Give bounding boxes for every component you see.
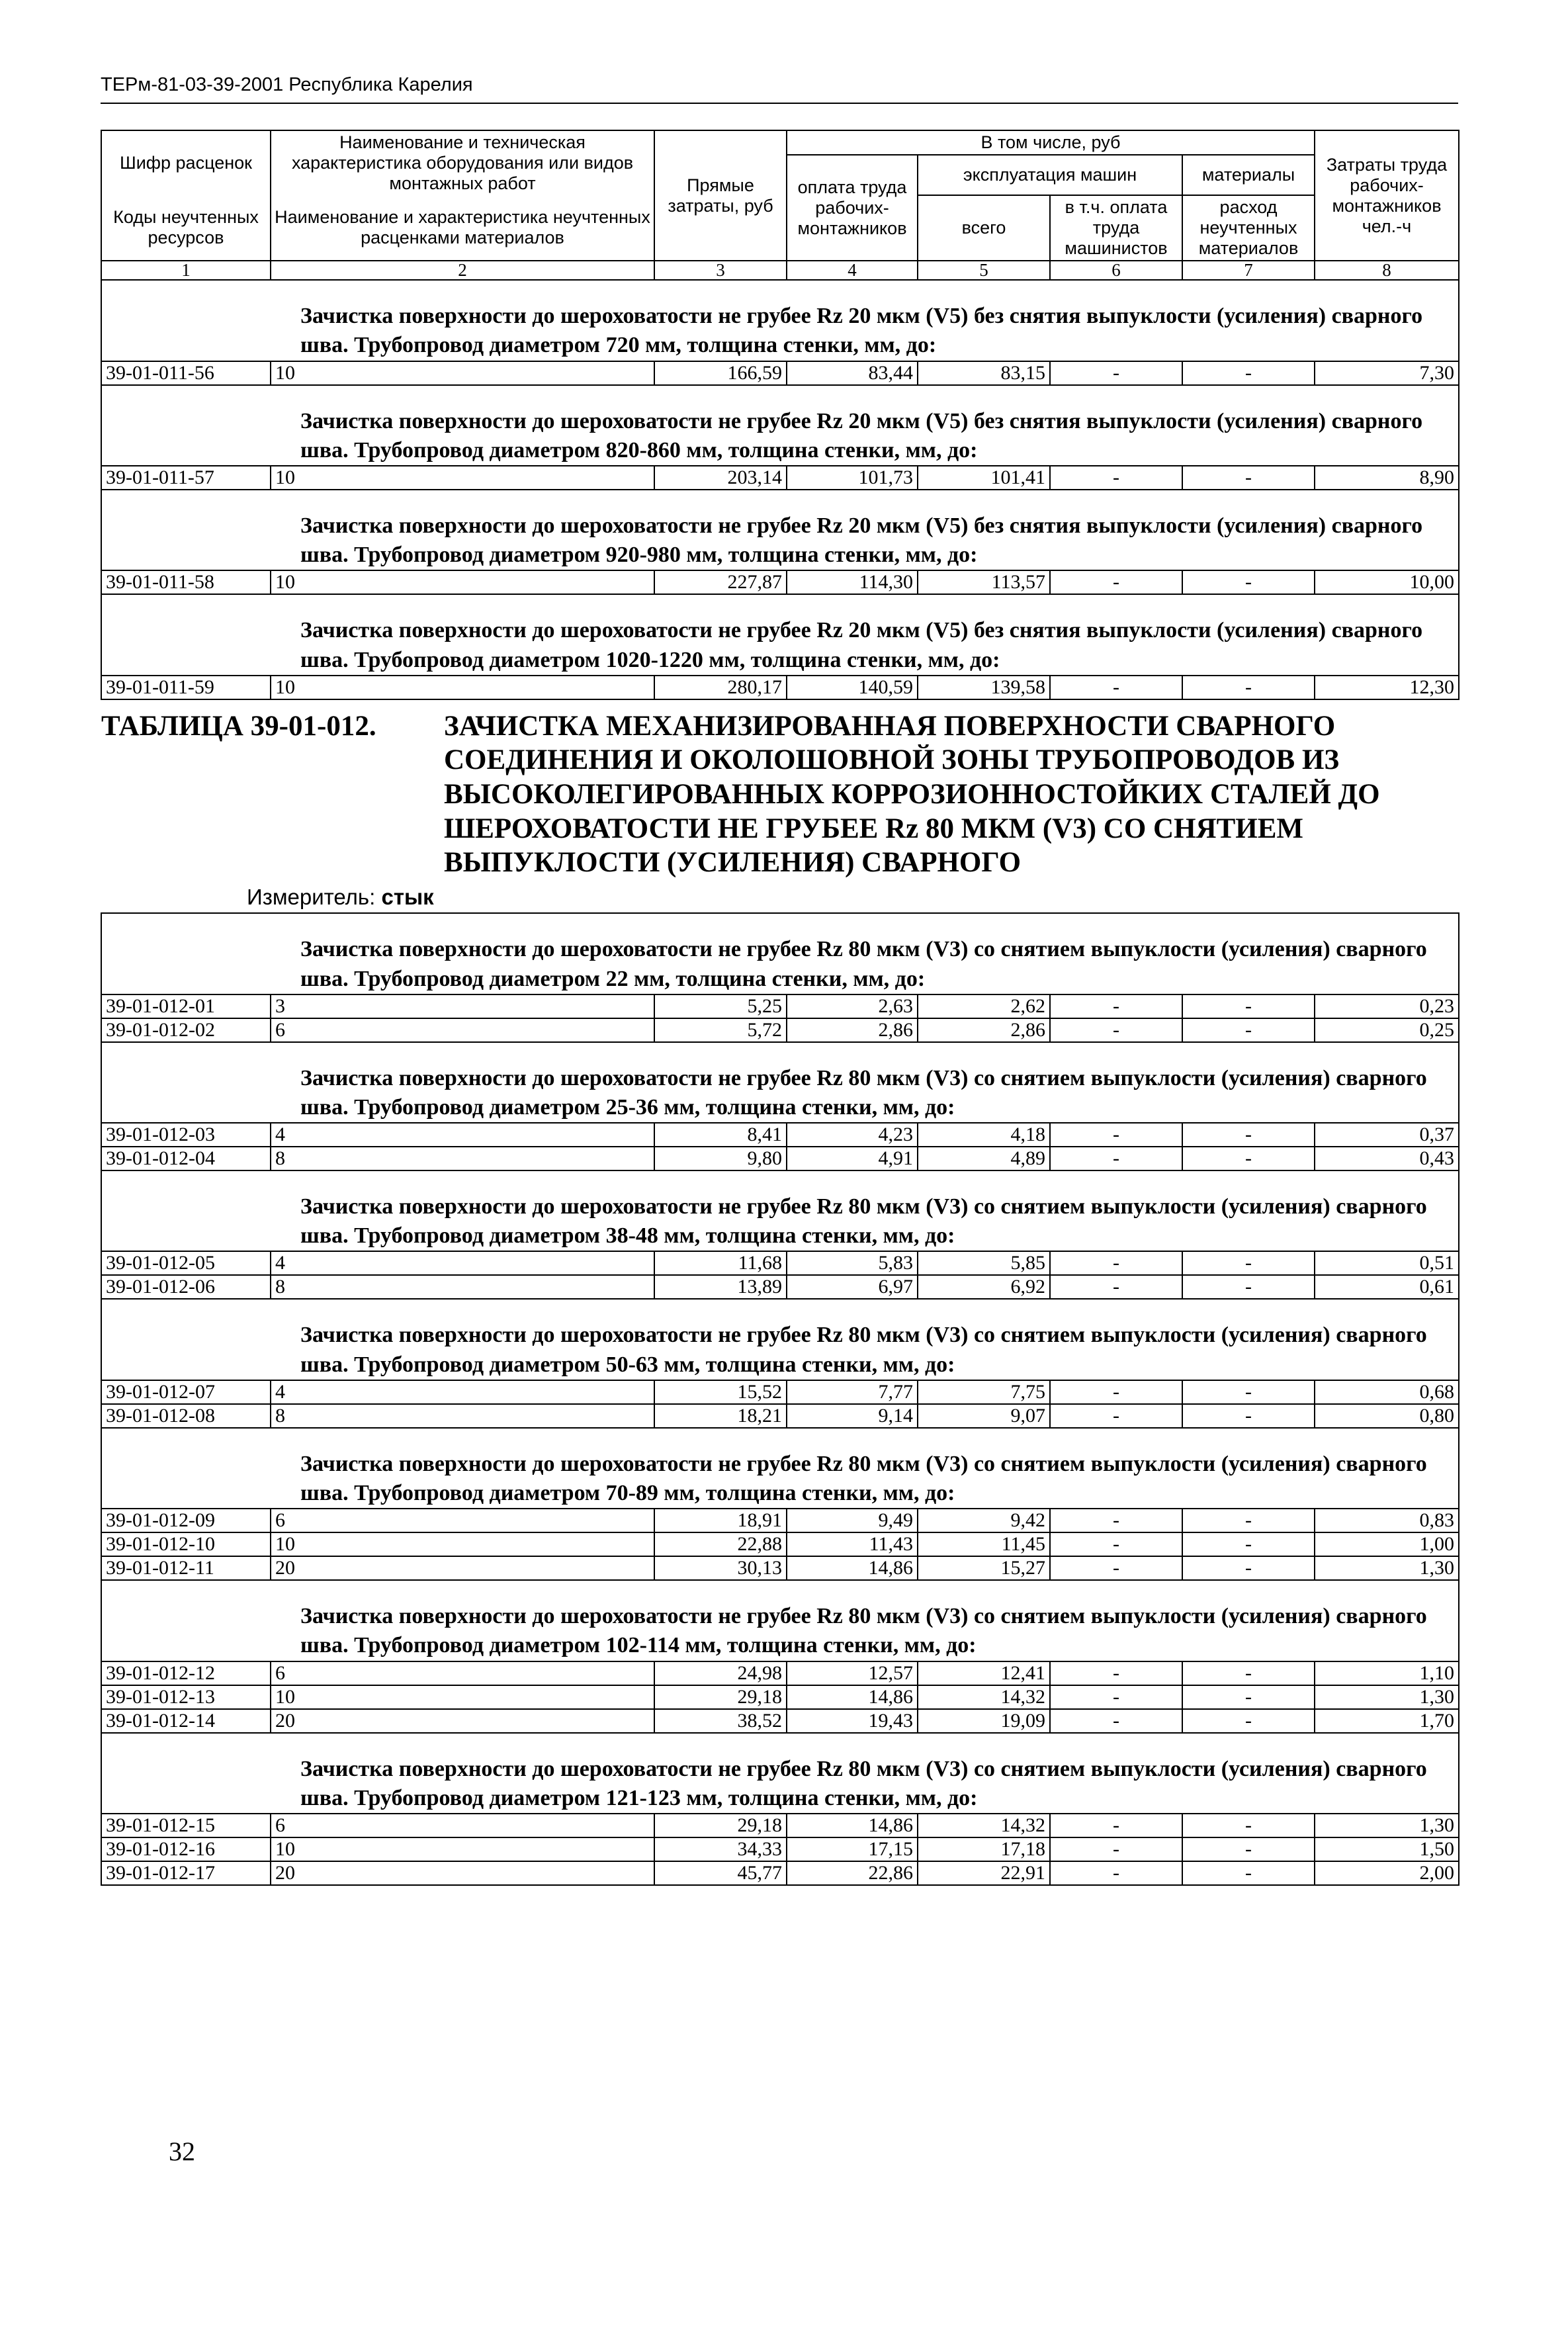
table-row [101,1147,1459,1170]
materials-cell: - [1182,466,1315,490]
rate-code-cell: 39-01-012-05 [101,1251,271,1275]
rate-code-cell: 39-01-012-14 [101,1709,271,1733]
page-header [101,74,1458,104]
col-number: 4 [787,261,918,280]
col-materials-spend-header: расход неучтенных материалов [1182,195,1315,261]
labor-hours-cell: 12,30 [1315,676,1459,699]
wall-thickness-cell: 4 [271,1123,654,1147]
table-row [101,1661,1459,1685]
column-number-row [101,261,1459,280]
materials-cell: - [1182,1685,1315,1709]
measure-value: стык [381,884,434,909]
table-row [101,466,1459,490]
col-number: 8 [1315,261,1459,280]
rate-code-cell: 39-01-012-11 [101,1556,271,1580]
col-number: 3 [654,261,787,280]
section-heading-row [101,1733,1459,1814]
labor-pay-cell: 19,43 [787,1709,918,1733]
section-heading-row [101,280,1459,361]
wall-thickness-cell: 20 [271,1556,654,1580]
wall-thickness-cell: 10 [271,1837,654,1861]
table-row [101,1275,1459,1299]
rate-code-cell: 39-01-012-08 [101,1404,271,1428]
machines-cost-cell: 7,75 [918,1380,1050,1404]
machines-cost-cell: 19,09 [918,1709,1050,1733]
direct-cost-cell: 11,68 [654,1251,787,1275]
section-title: Зачистка поверхности до шероховатости не грубее Rz 20 мкм (V5) без снятия выпуклости (усиления) сварного шва. Трубопровод диаметром 920-980 мм, толщина стенки, мм, до: [101,490,1459,570]
table-title-row [101,699,1459,914]
materials-cell: - [1182,1404,1315,1428]
machines-cost-cell: 14,32 [918,1814,1050,1837]
materials-cell: - [1182,1147,1315,1170]
labor-pay-cell: 140,59 [787,676,918,699]
machinist-pay-cell: - [1050,1018,1182,1042]
labor-pay-cell: 14,86 [787,1814,918,1837]
section-title: Зачистка поверхности до шероховатости не грубее Rz 80 мкм (V3) со снятием выпуклости (усиления) сварного шва. Трубопровод диаметром 38-48 мм, толщина стенки, мм, до: [101,1170,1459,1251]
labor-hours-cell: 0,37 [1315,1123,1459,1147]
direct-cost-cell: 280,17 [654,676,787,699]
wall-thickness-cell: 6 [271,1661,654,1685]
document-title: ТЕРм-81-03-39-2001 Республика Карелия [101,74,473,95]
direct-cost-cell: 15,52 [654,1380,787,1404]
section-heading-row [101,1170,1459,1251]
labor-pay-cell: 7,77 [787,1380,918,1404]
table-row [101,1685,1459,1709]
materials-cell: - [1182,676,1315,699]
section-title: Зачистка поверхности до шероховатости не грубее Rz 80 мкм (V3) со снятием выпуклости (усиления) сварного шва. Трубопровод диаметром 22 мм, толщина стенки, мм, до: [101,913,1459,994]
section-title: Зачистка поверхности до шероховатости не грубее Rz 20 мкм (V5) без снятия выпуклости (усиления) сварного шва. Трубопровод диаметром 720 мм, толщина стенки, мм, до: [101,280,1459,361]
labor-pay-cell: 11,43 [787,1532,918,1556]
labor-pay-cell: 83,44 [787,361,918,385]
materials-cell: - [1182,1556,1315,1580]
col-hours-header: Затраты труда рабочих-монтажников чел.-ч [1315,130,1459,261]
machinist-pay-cell: - [1050,1532,1182,1556]
labor-pay-cell: 2,86 [787,1018,918,1042]
direct-cost-cell: 24,98 [654,1661,787,1685]
table-row [101,1556,1459,1580]
rate-code-cell: 39-01-012-17 [101,1861,271,1885]
rate-code-cell: 39-01-012-06 [101,1275,271,1299]
wall-thickness-cell: 10 [271,1532,654,1556]
labor-pay-cell: 4,91 [787,1147,918,1170]
machinist-pay-cell: - [1050,1661,1182,1685]
machinist-pay-cell: - [1050,1685,1182,1709]
rate-code-cell: 39-01-011-57 [101,466,271,490]
wall-thickness-cell: 8 [271,1147,654,1170]
rate-code-cell: 39-01-012-12 [101,1661,271,1685]
machines-cost-cell: 14,32 [918,1685,1050,1709]
machines-cost-cell: 101,41 [918,466,1050,490]
col-including-header: В том числе, руб [787,130,1315,155]
machines-cost-cell: 6,92 [918,1275,1050,1299]
section-heading-row [101,913,1459,994]
col-materials-header: материалы [1182,155,1315,195]
section-title: Зачистка поверхности до шероховатости не грубее Rz 20 мкм (V5) без снятия выпуклости (усиления) сварного шва. Трубопровод диаметром 820-860 мм, толщина стенки, мм, до: [101,385,1459,466]
col-direct-header: Прямые затраты, руб [654,130,787,261]
machinist-pay-cell: - [1050,994,1182,1018]
direct-cost-cell: 9,80 [654,1147,787,1170]
labor-hours-cell: 0,61 [1315,1275,1459,1299]
materials-cell: - [1182,1532,1315,1556]
col-number: 1 [101,261,271,280]
materials-cell: - [1182,1509,1315,1532]
materials-cell: - [1182,1123,1315,1147]
col-labor-header: оплата труда рабочих-монтажников [787,155,918,261]
wall-thickness-cell: 10 [271,676,654,699]
table-row [101,1837,1459,1861]
direct-cost-cell: 29,18 [654,1814,787,1837]
table-row [101,1123,1459,1147]
labor-hours-cell: 1,30 [1315,1814,1459,1837]
direct-cost-cell: 203,14 [654,466,787,490]
machines-cost-cell: 12,41 [918,1661,1050,1685]
labor-hours-cell: 0,83 [1315,1509,1459,1532]
table-heading: ЗАЧИСТКА МЕХАНИЗИРОВАННАЯ ПОВЕРХНОСТИ СВАРНОГО СОЕДИНЕНИЯ И ОКОЛОШОВНОЙ ЗОНЫ ТРУБОПРОВОДОВ ИЗ ВЫСОКОЛЕГИРОВАННЫХ КОРРОЗИОННОСТОЙКИХ СТАЛЕЙ ДО ШЕРОХОВАТОСТИ НЕ ГРУБЕЕ Rz 80 МКМ (V3) СО СНЯТИЕМ ВЫПУКЛОСТИ (УСИЛЕНИЯ) СВАРНОГО [444,710,1380,879]
section-heading-row [101,1428,1459,1509]
rate-code-cell: 39-01-011-59 [101,676,271,699]
labor-hours-cell: 0,80 [1315,1404,1459,1428]
machinist-pay-cell: - [1050,1404,1182,1428]
labor-hours-cell: 7,30 [1315,361,1459,385]
labor-hours-cell: 0,68 [1315,1380,1459,1404]
wall-thickness-cell: 10 [271,466,654,490]
machines-cost-cell: 22,91 [918,1861,1050,1885]
col-machines-labor-header: в т.ч. оплата труда машинистов [1050,195,1182,261]
labor-pay-cell: 101,73 [787,466,918,490]
wall-thickness-cell: 3 [271,994,654,1018]
direct-cost-cell: 18,91 [654,1509,787,1532]
machinist-pay-cell: - [1050,1709,1182,1733]
col-machines-total-header: всего [918,195,1050,261]
machinist-pay-cell: - [1050,1837,1182,1861]
wall-thickness-cell: 4 [271,1380,654,1404]
table-row [101,1404,1459,1428]
labor-pay-cell: 114,30 [787,570,918,594]
wall-thickness-cell: 4 [271,1251,654,1275]
col-number: 5 [918,261,1050,280]
labor-pay-cell: 6,97 [787,1275,918,1299]
section-title: Зачистка поверхности до шероховатости не грубее Rz 80 мкм (V3) со снятием выпуклости (усиления) сварного шва. Трубопровод диаметром 50-63 мм, толщина стенки, мм, до: [101,1299,1459,1380]
labor-pay-cell: 17,15 [787,1837,918,1861]
wall-thickness-cell: 6 [271,1509,654,1532]
labor-pay-cell: 5,83 [787,1251,918,1275]
direct-cost-cell: 30,13 [654,1556,787,1580]
section-heading-row [101,490,1459,570]
machines-cost-cell: 2,62 [918,994,1050,1018]
measure-unit [101,884,1459,910]
materials-cell: - [1182,1275,1315,1299]
rates-table [101,130,1459,1886]
machinist-pay-cell: - [1050,1380,1182,1404]
labor-pay-cell: 9,14 [787,1404,918,1428]
labor-hours-cell: 0,25 [1315,1018,1459,1042]
section-heading-row [101,1580,1459,1661]
wall-thickness-cell: 10 [271,361,654,385]
direct-cost-cell: 166,59 [654,361,787,385]
section-heading-row [101,1299,1459,1380]
materials-cell: - [1182,361,1315,385]
machinist-pay-cell: - [1050,466,1182,490]
machinist-pay-cell: - [1050,1509,1182,1532]
machinist-pay-cell: - [1050,570,1182,594]
machines-cost-cell: 4,18 [918,1123,1050,1147]
table-title [101,699,1459,914]
col-name-header: Наименование и техническая характеристика оборудования или видов монтажных работ [271,130,654,195]
rate-code-cell: 39-01-012-10 [101,1532,271,1556]
machines-cost-cell: 139,58 [918,676,1050,699]
table-row [101,1709,1459,1733]
materials-cell: - [1182,570,1315,594]
wall-thickness-cell: 8 [271,1404,654,1428]
materials-cell: - [1182,1661,1315,1685]
labor-hours-cell: 10,00 [1315,570,1459,594]
machines-cost-cell: 15,27 [918,1556,1050,1580]
table-number: ТАБЛИЦА 39-01-012. [101,710,376,742]
materials-cell: - [1182,1018,1315,1042]
labor-hours-cell: 0,23 [1315,994,1459,1018]
table-row [101,1532,1459,1556]
direct-cost-cell: 34,33 [654,1837,787,1861]
machinist-pay-cell: - [1050,1556,1182,1580]
labor-pay-cell: 9,49 [787,1509,918,1532]
wall-thickness-cell: 6 [271,1814,654,1837]
direct-cost-cell: 29,18 [654,1685,787,1709]
labor-pay-cell: 12,57 [787,1661,918,1685]
rate-code-cell: 39-01-011-56 [101,361,271,385]
machinist-pay-cell: - [1050,1275,1182,1299]
machinist-pay-cell: - [1050,676,1182,699]
labor-pay-cell: 2,63 [787,994,918,1018]
wall-thickness-cell: 10 [271,1685,654,1709]
table-row [101,1509,1459,1532]
materials-cell: - [1182,1380,1315,1404]
col-number: 7 [1182,261,1315,280]
machines-cost-cell: 17,18 [918,1837,1050,1861]
rate-code-cell: 39-01-012-02 [101,1018,271,1042]
section-heading-row [101,594,1459,675]
section-title: Зачистка поверхности до шероховатости не грубее Rz 80 мкм (V3) со снятием выпуклости (усиления) сварного шва. Трубопровод диаметром 25-36 мм, толщина стенки, мм, до: [101,1042,1459,1123]
direct-cost-cell: 38,52 [654,1709,787,1733]
labor-hours-cell: 1,10 [1315,1661,1459,1685]
section-title: Зачистка поверхности до шероховатости не грубее Rz 80 мкм (V3) со снятием выпуклости (усиления) сварного шва. Трубопровод диаметром 121-123 мм, толщина стенки, мм, до: [101,1733,1459,1814]
direct-cost-cell: 5,72 [654,1018,787,1042]
table-row [101,361,1459,385]
rate-code-cell: 39-01-011-58 [101,570,271,594]
labor-pay-cell: 14,86 [787,1685,918,1709]
machinist-pay-cell: - [1050,1814,1182,1837]
labor-pay-cell: 4,23 [787,1123,918,1147]
direct-cost-cell: 45,77 [654,1861,787,1885]
machinist-pay-cell: - [1050,1123,1182,1147]
table-row [101,570,1459,594]
col-code-alt-header: Коды неучтенных ресурсов [101,195,271,261]
machines-cost-cell: 9,07 [918,1404,1050,1428]
section-heading-row [101,385,1459,466]
measure-label: Измеритель: [247,884,376,909]
col-code-header: Шифр расценок [101,130,271,195]
labor-hours-cell: 1,50 [1315,1837,1459,1861]
machines-cost-cell: 2,86 [918,1018,1050,1042]
labor-hours-cell: 2,00 [1315,1861,1459,1885]
table-row [101,1380,1459,1404]
table-row [101,1018,1459,1042]
col-number: 6 [1050,261,1182,280]
header-row-1 [101,130,1459,155]
materials-cell: - [1182,1861,1315,1885]
machinist-pay-cell: - [1050,1251,1182,1275]
machinist-pay-cell: - [1050,361,1182,385]
labor-hours-cell: 1,00 [1315,1532,1459,1556]
section-title: Зачистка поверхности до шероховатости не грубее Rz 20 мкм (V5) без снятия выпуклости (усиления) сварного шва. Трубопровод диаметром 1020-1220 мм, толщина стенки, мм, до: [101,594,1459,675]
machines-cost-cell: 11,45 [918,1532,1050,1556]
rate-code-cell: 39-01-012-16 [101,1837,271,1861]
direct-cost-cell: 5,25 [654,994,787,1018]
materials-cell: - [1182,1837,1315,1861]
page-number: 32 [169,2137,195,2166]
rate-code-cell: 39-01-012-04 [101,1147,271,1170]
wall-thickness-cell: 8 [271,1275,654,1299]
rate-code-cell: 39-01-012-15 [101,1814,271,1837]
wall-thickness-cell: 20 [271,1861,654,1885]
rate-code-cell: 39-01-012-03 [101,1123,271,1147]
wall-thickness-cell: 10 [271,570,654,594]
materials-cell: - [1182,1814,1315,1837]
materials-cell: - [1182,1251,1315,1275]
labor-hours-cell: 0,43 [1315,1147,1459,1170]
direct-cost-cell: 13,89 [654,1275,787,1299]
machines-cost-cell: 83,15 [918,361,1050,385]
wall-thickness-cell: 20 [271,1709,654,1733]
machines-cost-cell: 5,85 [918,1251,1050,1275]
machines-cost-cell: 9,42 [918,1509,1050,1532]
section-heading-row [101,1042,1459,1123]
labor-hours-cell: 8,90 [1315,466,1459,490]
direct-cost-cell: 22,88 [654,1532,787,1556]
labor-hours-cell: 0,51 [1315,1251,1459,1275]
table-row [101,1251,1459,1275]
direct-cost-cell: 8,41 [654,1123,787,1147]
materials-cell: - [1182,994,1315,1018]
machines-cost-cell: 113,57 [918,570,1050,594]
rate-code-cell: 39-01-012-09 [101,1509,271,1532]
col-number: 2 [271,261,654,280]
direct-cost-cell: 227,87 [654,570,787,594]
labor-pay-cell: 14,86 [787,1556,918,1580]
labor-hours-cell: 1,70 [1315,1709,1459,1733]
section-title: Зачистка поверхности до шероховатости не грубее Rz 80 мкм (V3) со снятием выпуклости (усиления) сварного шва. Трубопровод диаметром 70-89 мм, толщина стенки, мм, до: [101,1428,1459,1509]
rate-code-cell: 39-01-012-13 [101,1685,271,1709]
labor-hours-cell: 1,30 [1315,1556,1459,1580]
direct-cost-cell: 18,21 [654,1404,787,1428]
col-name-alt-header: Наименование и характеристика неучтенных расценками материалов [271,195,654,261]
table-row [101,1814,1459,1837]
machines-cost-cell: 4,89 [918,1147,1050,1170]
rate-code-cell: 39-01-012-01 [101,994,271,1018]
col-machines-header: эксплуатация машин [918,155,1182,195]
wall-thickness-cell: 6 [271,1018,654,1042]
table-row [101,1861,1459,1885]
labor-pay-cell: 22,86 [787,1861,918,1885]
table-row [101,994,1459,1018]
materials-cell: - [1182,1709,1315,1733]
rate-code-cell: 39-01-012-07 [101,1380,271,1404]
table-row [101,676,1459,699]
machinist-pay-cell: - [1050,1147,1182,1170]
section-title: Зачистка поверхности до шероховатости не грубее Rz 80 мкм (V3) со снятием выпуклости (усиления) сварного шва. Трубопровод диаметром 102-114 мм, толщина стенки, мм, до: [101,1580,1459,1661]
machinist-pay-cell: - [1050,1861,1182,1885]
labor-hours-cell: 1,30 [1315,1685,1459,1709]
